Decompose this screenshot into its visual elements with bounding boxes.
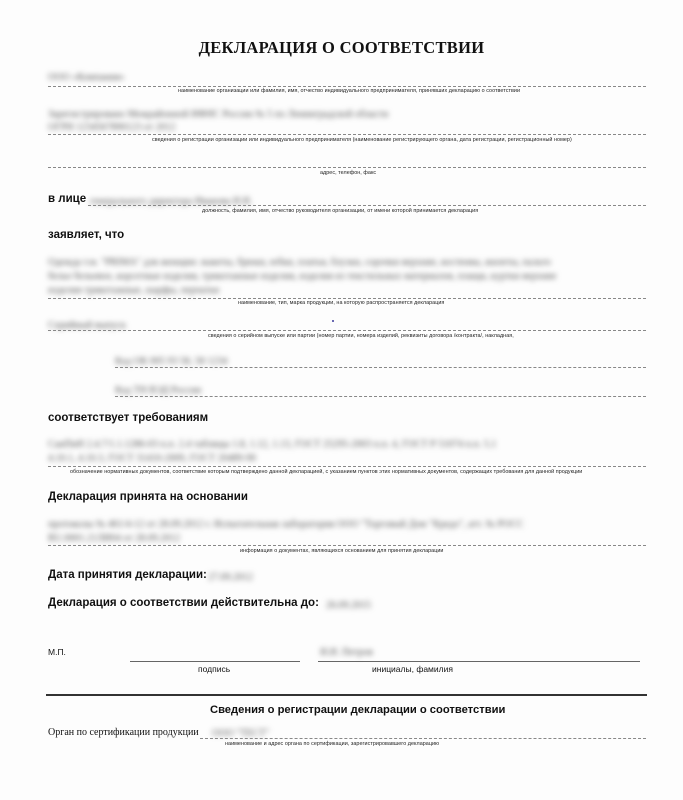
code-line-1 [115,367,646,368]
person-caption: должность, фамилия, имя, отчество руководителя организации, от имени которой принимается декларация [202,208,479,214]
code-line-2 [115,396,646,397]
redacted-person: генерального директора Иванова И.И. [90,196,253,207]
certification-body-caption: наименование и адрес органа по сертификации, зарегистрировавшего декларацию [225,741,440,747]
signature-caption: подпись [198,664,231,674]
in-person-label: в лице [48,193,87,205]
product-caption: наименование, тип, марка продукции, на которую распространяется декларация [238,300,445,306]
valid-until-label: Декларация о соответствии действительна до: [48,597,319,609]
initials-line [318,661,640,662]
address-caption: адрес, телефон, факс [320,170,377,176]
redacted-code-1: Код ОК 005 93 58, 58 1234 [115,356,228,367]
ink-dot [332,320,334,322]
basis-caption: информация о документах, являющихся основанием для принятия декларации [240,548,444,554]
document-title: ДЕКЛАРАЦИЯ О СООТВЕТСТВИИ [198,38,485,57]
standards-line [48,466,646,467]
registration-caption: сведения о регистрации организации или индивидуального предпринимателя (наименование регистрирующего органа, дата регистрации, регистрационный номер) [152,137,572,143]
initials-caption: инициалы, фамилия [372,664,453,674]
redacted-product-3: изделия трикотажные, шарфы, перчатки [48,285,220,296]
redacted-registration-2: ОГРН 1234567890123 от 2012 [48,122,176,133]
redacted-registration-1: Зарегистрировано Межрайонной ИФНС России № 5 по Ленинградской области [48,109,389,120]
certification-body-label: Орган по сертификации продукции [48,727,199,738]
basis-line [48,545,646,546]
declares-label: заявляет, что [48,229,125,241]
redacted-certification-body: ООО "ТЕСТ" [212,728,270,739]
redacted-initials: И.И. Петров [320,647,373,658]
applicant-line [48,86,646,87]
signature-line [130,661,300,662]
section-divider [46,694,647,696]
batch-line [48,330,646,331]
registration-line [48,134,646,135]
redacted-valid-date: 26.09.2015 [326,600,371,611]
redacted-basis-2: RU.0001.21ЛИ04 от 28.09.2012 [48,533,181,544]
product-line [48,298,646,299]
redacted-product-2: белье бельевое, корсетные изделия, трикотажные изделия, изделия из текстильных материалов, плащи, куртки верхние [48,271,557,282]
redacted-product-1: Одежда т.м. "PRIMA" для женщин: жакеты, брюки, юбки, платья, блузки, сорочки верхние, костюмы, жилеты, пальто [48,257,551,268]
stamp-label: М.П. [48,647,66,657]
registration-section-title: Сведения о регистрации декларации о соответствии [210,704,506,716]
acceptance-date-label: Дата принятия декларации: [48,569,207,581]
applicant-caption: наименование организации или фамилия, имя, отчество индивидуального предпринимателя, принявших декларацию о соответствии [178,88,521,94]
complies-label: соответствует требованиям [48,412,209,424]
redacted-batch: Серийный выпуск [48,320,126,331]
redacted-applicant-name: ООО «Компания» [48,72,125,83]
certification-body-line [200,738,646,739]
standards-caption: обозначение нормативных документов, соответствие которым подтверждено данной декларацией, с указанием пунктов этих нормативных документов, содержащих требования для данной продукции [70,469,583,475]
accepted-basis-label: Декларация принята на основании [48,491,248,503]
redacted-standards-1: СанПиН 2.4.7/1.1.1286-03 п.п. 2.4 таблицы 1.8, 1.12, 1.13, ГОСТ 25295-2003 п.п. 4, ГОСТ Р 51074 п.п. 5.1 [48,439,497,450]
person-line [88,205,646,206]
redacted-basis-1: протоколы № 461/4-12 от 28.09.2012 г. Испытательная лаборатория ООО "Торговый Дом "Кредо", атт. № РОСС [48,519,524,530]
redacted-code-2: Код ТН ВЭД России [115,385,202,396]
address-line [48,167,646,168]
batch-caption: сведения о серийном выпуске или партии (номер партии, номера изделий, реквизиты договора /контракта/, накладная, [208,333,514,339]
redacted-acceptance-date: 27.09.2012 [208,572,253,583]
redacted-standards-2: 4.10.1, 4.10.3, ГОСТ 31410-2009, ГОСТ 20489-90 [48,453,256,464]
